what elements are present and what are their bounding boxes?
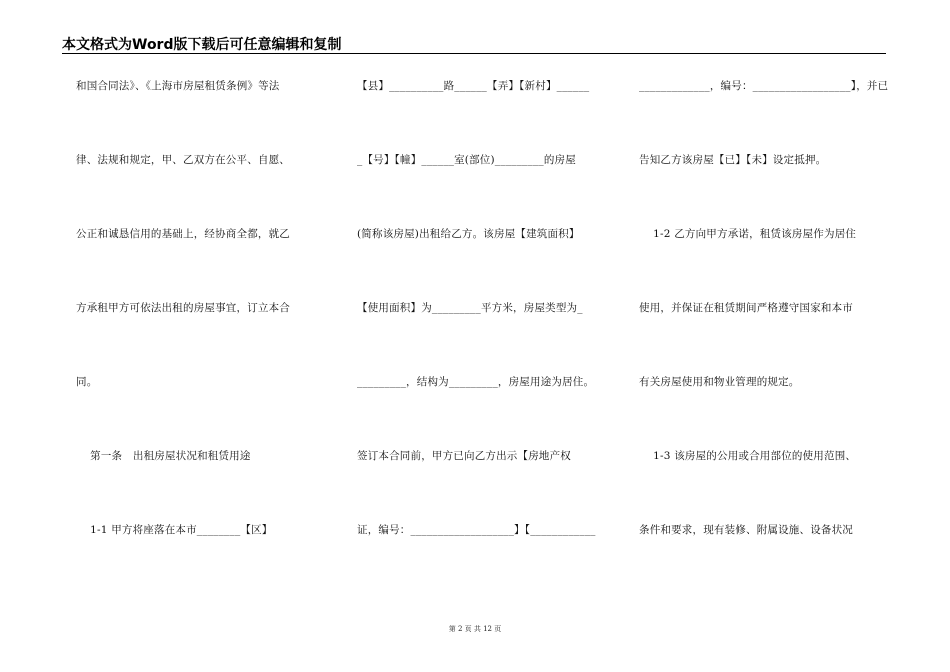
text-line: 有关房屋使用和物业管理的规定。 bbox=[639, 376, 800, 388]
text-line: 1-1 甲方将座落在本市________【区】 bbox=[76, 524, 273, 536]
document-header-title: 本文格式为Word版下载后可任意编辑和复制 bbox=[62, 37, 342, 53]
text-line: 公正和诚恳信用的基础上，经协商全都，就乙 bbox=[76, 228, 290, 240]
text-line: 证，编号：___________________】【____________ bbox=[357, 524, 596, 536]
text-line: 同。 bbox=[76, 376, 98, 388]
page-number: 第 2 页 共 12 页 bbox=[448, 625, 502, 633]
text-line: _【号】【幢】______室(部位)_________的房屋 bbox=[357, 154, 576, 166]
text-column-1 bbox=[76, 74, 322, 592]
text-column-3 bbox=[639, 74, 889, 592]
text-line: 告知乙方该房屋【已】【未】设定抵押。 bbox=[639, 154, 827, 166]
text-line: 和国合同法》、《上海市房屋租赁条例》等法 bbox=[76, 80, 280, 92]
text-line: (简称该房屋)出租给乙方。该房屋【建筑面积】 bbox=[357, 228, 580, 240]
text-line: 【县】__________路______【弄】【新村】______ bbox=[357, 80, 590, 92]
text-line: 使用，并保证在租赁期间严格遵守国家和本市 bbox=[639, 302, 853, 314]
header-divider bbox=[62, 53, 886, 54]
text-line: 方承租甲方可依法出租的房屋事宜，订立本合 bbox=[76, 302, 290, 314]
text-line: 1-2 乙方向甲方承诺，租赁该房屋作为居住 bbox=[639, 228, 857, 240]
text-line: 【使用面积】为_________平方米，房屋类型为_ bbox=[357, 302, 583, 314]
text-column-2 bbox=[357, 74, 603, 592]
text-line: 条件和要求，现有装修、附属设施、设备状况 bbox=[639, 524, 853, 536]
text-line: 签订本合同前，甲方已向乙方出示【房地产权 bbox=[357, 450, 571, 462]
text-line: 1-3 该房屋的公用或合用部位的使用范围、 bbox=[639, 450, 857, 462]
text-line: 律、法规和规定，甲、乙双方在公平、自愿、 bbox=[76, 154, 290, 166]
text-line: _____________，编号：__________________】，并已 bbox=[639, 80, 889, 92]
text-line: _________，结构为_________，房屋用途为居住。 bbox=[357, 376, 595, 388]
article-heading: 第一条 出租房屋状况和租赁用途 bbox=[76, 450, 251, 462]
